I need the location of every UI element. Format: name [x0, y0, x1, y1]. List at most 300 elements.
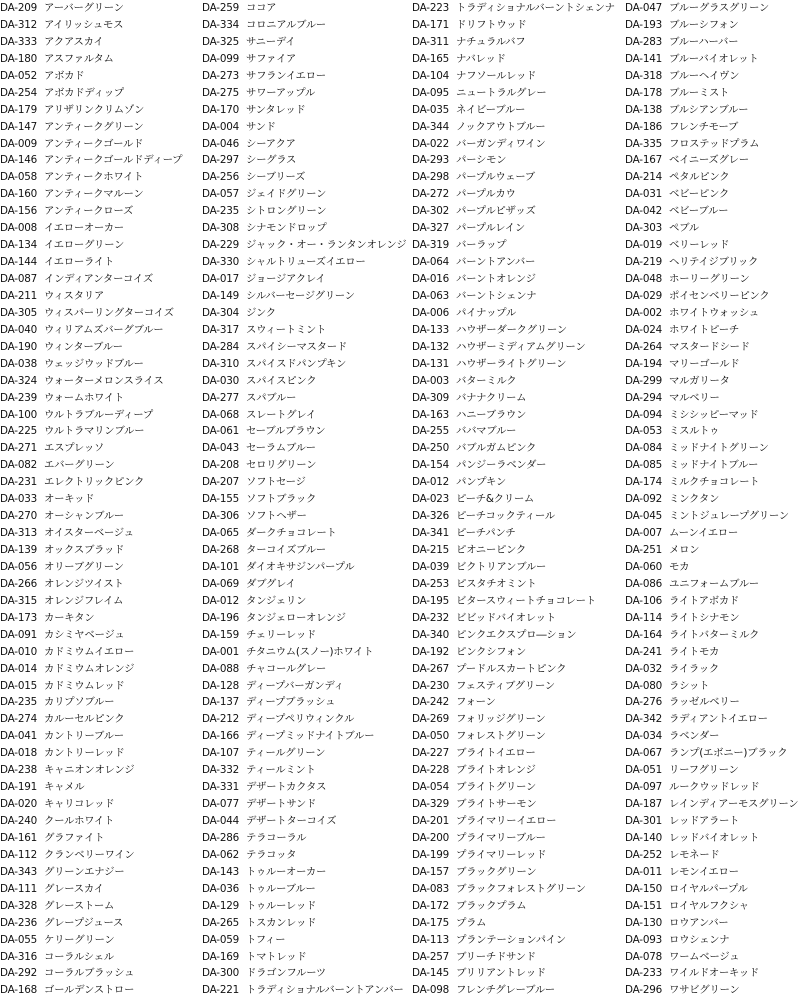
color-name: ミルクチョコレート	[669, 476, 760, 489]
color-name: アンティークゴールド	[44, 137, 144, 150]
list-item	[0, 271, 202, 288]
list-item	[202, 982, 412, 999]
color-name: ピーチ&クリーム	[456, 493, 535, 506]
color-code: DA-277	[202, 391, 240, 404]
color-code: DA-150	[625, 882, 663, 895]
color-code: DA-143	[202, 865, 240, 878]
color-name: パーシモン	[456, 154, 507, 167]
color-name: ワイルドオーキッド	[669, 967, 759, 980]
color-name: レインディアーモスグリーン	[669, 798, 798, 811]
list-item	[412, 390, 625, 407]
color-code: DA-340	[412, 628, 450, 641]
list-item	[625, 847, 782, 864]
color-code: DA-298	[412, 171, 450, 184]
color-name: コロニアルブルー	[246, 18, 326, 31]
list-item	[202, 474, 412, 491]
list-item	[0, 474, 202, 491]
color-code: DA-199	[412, 848, 450, 861]
list-item	[625, 119, 782, 136]
color-name: レモネード	[669, 848, 720, 861]
list-item	[412, 542, 625, 559]
list-item	[0, 830, 202, 847]
color-name: リーフグリーン	[669, 764, 739, 777]
color-name: オレンジフレイム	[44, 594, 124, 607]
color-code: DA-195	[412, 594, 450, 607]
color-name: ジョージアクレイ	[246, 273, 326, 285]
color-code: DA-092	[625, 493, 663, 506]
color-name: ウォームホワイト	[44, 391, 124, 404]
color-name: ソフトヘザー	[246, 510, 307, 523]
list-item	[0, 390, 202, 407]
color-code: DA-167	[625, 154, 663, 167]
color-code: DA-031	[625, 188, 663, 201]
list-item	[625, 203, 782, 220]
color-code: DA-193	[625, 18, 663, 31]
color-name: ビクトリアンブルー	[456, 560, 546, 573]
list-column-4	[625, 0, 798, 1000]
list-item	[412, 644, 625, 661]
list-item	[202, 881, 412, 898]
list-item	[0, 644, 202, 661]
color-code: DA-078	[625, 950, 663, 963]
list-item	[625, 881, 782, 898]
list-item	[412, 305, 625, 322]
color-name: ダイオキサジンパープル	[246, 560, 355, 573]
color-name: アンティークマルーン	[44, 188, 144, 201]
color-name: プラム	[456, 916, 487, 929]
color-name: キャリコレッド	[44, 798, 115, 811]
color-code: DA-178	[625, 86, 663, 99]
color-name: プードルスカートピンク	[456, 662, 567, 675]
list-item	[412, 271, 625, 288]
list-item	[625, 508, 789, 525]
color-code: DA-230	[412, 679, 450, 692]
list-item	[202, 254, 412, 271]
color-name: ターコイズブルー	[246, 544, 326, 556]
color-code: DA-311	[412, 35, 450, 48]
list-item	[202, 169, 412, 186]
color-code: DA-309	[412, 391, 450, 404]
color-code: DA-164	[625, 628, 663, 641]
color-name: バーガンディワイン	[456, 137, 546, 150]
color-code: DA-255	[412, 425, 450, 438]
color-code: DA-050	[412, 730, 450, 743]
list-item	[412, 440, 625, 457]
list-item	[412, 220, 625, 237]
color-code: DA-044	[202, 815, 240, 827]
color-name: ルークウッドレッド	[669, 781, 760, 794]
color-code: DA-069	[202, 577, 240, 590]
list-item	[202, 17, 412, 34]
list-item	[202, 85, 412, 102]
list-item	[625, 17, 782, 34]
color-name: ブライトグリーン	[456, 781, 536, 794]
color-code: DA-326	[412, 510, 450, 523]
list-item	[0, 847, 202, 864]
color-name: カドミウムレッド	[44, 679, 125, 692]
color-name: サファイア	[246, 52, 296, 65]
list-item	[412, 508, 625, 525]
color-code: DA-200	[412, 831, 450, 844]
list-item	[412, 779, 625, 796]
color-name: マスタードシード	[669, 340, 750, 353]
color-code: DA-068	[202, 408, 240, 421]
list-item	[412, 17, 625, 34]
color-name: ブラックプラム	[456, 899, 527, 912]
color-name: アイリッシュモス	[44, 18, 124, 31]
color-code: DA-194	[625, 357, 663, 370]
color-code: DA-174	[625, 476, 663, 489]
color-code: DA-302	[412, 205, 450, 218]
color-name: プライマリーイエロー	[456, 815, 557, 827]
color-name: レッドバイオレット	[669, 831, 760, 844]
list-item	[0, 440, 202, 457]
color-name: テラコッタ	[246, 848, 297, 861]
color-name: ブルーハーバー	[669, 35, 739, 48]
list-item	[202, 68, 412, 85]
color-code: DA-101	[202, 560, 240, 573]
color-code: DA-144	[0, 256, 38, 269]
color-name: キャニオンオレンジ	[44, 764, 135, 777]
color-name: ヘリテイジブリック	[669, 256, 759, 269]
list-item	[412, 254, 625, 271]
list-column-1	[0, 0, 202, 1000]
color-code: DA-016	[412, 273, 450, 285]
color-code: DA-159	[202, 628, 240, 641]
list-item	[625, 661, 782, 678]
color-code: DA-001	[202, 645, 240, 658]
list-item	[0, 779, 202, 796]
color-name: ディープブラッシュ	[246, 696, 336, 709]
color-name: シーグラス	[246, 154, 297, 167]
list-item	[0, 0, 202, 17]
color-name: ライトアボカド	[669, 594, 740, 607]
color-code: DA-014	[0, 662, 38, 675]
color-name: デザートターコイズ	[246, 815, 337, 827]
list-item	[412, 965, 625, 982]
list-item	[412, 694, 625, 711]
color-code: DA-172	[412, 899, 450, 912]
color-name: コーラルブラッシュ	[44, 967, 135, 980]
color-code: DA-334	[202, 18, 240, 31]
list-item	[0, 203, 202, 220]
color-code: DA-041	[0, 730, 38, 743]
list-item	[202, 119, 412, 136]
list-item	[0, 68, 202, 85]
list-item	[202, 678, 412, 695]
list-item	[625, 678, 782, 695]
color-name: テラコーラル	[246, 831, 307, 844]
list-item	[0, 559, 202, 576]
color-code: DA-257	[412, 950, 450, 963]
color-code: DA-057	[202, 188, 240, 201]
list-item	[625, 813, 782, 830]
list-item	[412, 152, 625, 169]
color-name: バーラップ	[456, 239, 507, 252]
color-code: DA-137	[202, 696, 240, 709]
color-code: DA-155	[202, 493, 240, 506]
color-name: オーキッド	[44, 493, 95, 506]
color-name: パープルウェーブ	[456, 171, 535, 184]
color-code: DA-113	[412, 933, 450, 946]
list-item	[625, 745, 788, 762]
color-code: DA-002	[625, 306, 663, 319]
color-name: イエローオーカー	[44, 222, 124, 235]
color-code: DA-064	[412, 256, 450, 269]
color-name: スウィートミント	[246, 323, 327, 336]
color-code: DA-192	[412, 645, 450, 658]
color-name: サンタレッド	[246, 103, 306, 116]
color-name: ユニフォームブルー	[669, 577, 759, 590]
list-item	[202, 339, 412, 356]
color-name: ブラックグリーン	[456, 865, 537, 878]
color-code: DA-324	[0, 374, 38, 387]
list-item	[625, 356, 782, 373]
color-name: パープルレイン	[456, 222, 525, 235]
color-code: DA-032	[625, 662, 663, 675]
color-name: シーブリーズ	[246, 171, 306, 184]
list-item	[625, 576, 782, 593]
color-name: ブライトイエロー	[456, 747, 536, 760]
list-item	[0, 881, 202, 898]
color-code: DA-299	[625, 374, 663, 387]
color-code: DA-019	[625, 239, 663, 252]
list-item	[202, 152, 412, 169]
color-name: レッドアラート	[669, 815, 740, 827]
list-item	[625, 915, 782, 932]
list-item	[202, 847, 412, 864]
color-code: DA-097	[625, 781, 663, 794]
color-code: DA-160	[0, 188, 38, 201]
list-item	[202, 830, 412, 847]
list-item	[412, 186, 625, 203]
color-name: ニュートラルグレー	[456, 86, 547, 99]
list-item	[202, 576, 412, 593]
color-code: DA-254	[0, 86, 38, 99]
list-item	[0, 220, 202, 237]
color-name: ロイヤルフクシャ	[669, 899, 749, 912]
color-code: DA-275	[202, 86, 240, 99]
color-name: チャコールグレー	[246, 662, 326, 675]
list-item	[202, 491, 412, 508]
color-name: トスカンレッド	[246, 916, 317, 929]
color-code: DA-187	[625, 798, 663, 811]
list-item	[412, 728, 625, 745]
color-code: DA-077	[202, 798, 240, 811]
color-name: ナフソールレッド	[456, 69, 537, 82]
color-code: DA-051	[625, 764, 663, 777]
color-name: チェリーレッド	[246, 628, 317, 641]
color-name: ディープミッドナイトブルー	[246, 730, 375, 743]
color-code: DA-293	[412, 154, 450, 167]
color-code: DA-055	[0, 933, 38, 946]
list-item	[202, 51, 412, 68]
color-code: DA-180	[0, 52, 38, 65]
color-code: DA-087	[0, 273, 38, 285]
color-code: DA-015	[0, 679, 38, 692]
color-name: ピーチパンチ	[456, 527, 516, 540]
color-name: デザートサンド	[246, 798, 317, 811]
color-name: ミンクタン	[669, 493, 720, 506]
color-code: DA-272	[412, 188, 450, 201]
list-item	[0, 982, 202, 999]
color-name: ライラック	[669, 662, 719, 675]
color-name: マルガリータ	[669, 374, 730, 387]
color-name: ソフトブラック	[246, 493, 317, 506]
list-item	[0, 949, 202, 966]
color-code: DA-093	[625, 933, 663, 946]
list-item	[202, 762, 412, 779]
color-name: ココア	[246, 2, 277, 14]
color-code: DA-023	[412, 493, 450, 506]
color-code: DA-301	[625, 815, 663, 827]
color-code: DA-166	[202, 730, 240, 743]
list-item	[625, 542, 782, 559]
list-item	[412, 407, 625, 424]
color-code: DA-343	[0, 865, 38, 878]
color-name: トゥルーレッド	[246, 899, 317, 912]
color-name: ライトバターミルク	[669, 628, 760, 641]
color-code: DA-276	[625, 696, 663, 709]
color-code: DA-161	[0, 831, 38, 844]
color-code: DA-294	[625, 391, 663, 404]
color-name: ケリーグリーン	[44, 933, 115, 946]
color-code: DA-252	[625, 848, 663, 861]
list-item	[202, 813, 412, 830]
list-item	[625, 68, 782, 85]
color-name: ナバレッド	[456, 52, 506, 65]
color-name: ウィスタリア	[44, 289, 104, 302]
color-name: ブルーバイオレット	[669, 52, 759, 65]
color-code: DA-067	[625, 747, 663, 760]
color-code: DA-266	[0, 577, 38, 590]
color-name: マリーゴールド	[669, 357, 740, 370]
list-item	[0, 627, 202, 644]
color-code: DA-303	[625, 222, 663, 235]
list-item	[202, 186, 412, 203]
color-name: ピンクシフォン	[456, 645, 526, 658]
color-code: DA-048	[625, 273, 663, 285]
color-code: DA-157	[412, 865, 450, 878]
color-code: DA-329	[412, 798, 450, 811]
color-code: DA-012	[202, 594, 240, 607]
color-name: オイスターベージュ	[44, 527, 134, 540]
color-code: DA-241	[625, 645, 663, 658]
color-name: シナモンドロップ	[246, 222, 327, 235]
color-name: ロウアンバー	[669, 916, 729, 929]
list-item	[412, 237, 625, 254]
color-code: DA-008	[0, 222, 38, 235]
color-name: カリプソブルー	[44, 696, 115, 709]
color-code: DA-250	[412, 442, 450, 455]
color-code: DA-094	[625, 408, 663, 421]
color-name: ミッドナイトブルー	[669, 459, 759, 472]
list-item	[412, 68, 625, 85]
color-code: DA-030	[202, 374, 240, 387]
list-item	[0, 542, 202, 559]
color-name: ブルーヘイヴン	[669, 69, 740, 82]
list-column-2	[202, 0, 412, 1000]
color-code: DA-018	[0, 747, 38, 760]
list-item	[202, 644, 412, 661]
color-name: プランテーションパイン	[456, 933, 566, 946]
list-item	[412, 864, 625, 881]
color-name: カルーセルピンク	[44, 713, 125, 726]
color-name: スパブルー	[246, 391, 297, 404]
color-name: バブルガムピンク	[456, 442, 537, 455]
color-name: ホワイトピーチ	[669, 323, 739, 336]
list-item	[412, 119, 625, 136]
color-name: サニーデイ	[246, 35, 296, 48]
color-code: DA-095	[412, 86, 450, 99]
color-name: ブルーミスト	[669, 86, 730, 99]
list-item	[202, 440, 412, 457]
list-item	[202, 932, 412, 949]
color-name: ノックアウトブルー	[456, 120, 546, 133]
color-code: DA-304	[202, 306, 240, 319]
color-code: DA-344	[412, 120, 450, 133]
list-item	[202, 390, 412, 407]
list-item	[0, 610, 202, 627]
color-code: DA-012	[412, 476, 450, 489]
color-code: DA-086	[625, 577, 663, 590]
color-name: セーラムブルー	[246, 442, 316, 455]
color-code: DA-342	[625, 713, 663, 726]
color-code: DA-235	[202, 205, 240, 218]
color-code: DA-341	[412, 527, 450, 540]
color-code: DA-209	[0, 2, 38, 14]
color-code: DA-149	[202, 289, 240, 302]
list-item	[202, 915, 412, 932]
list-item	[0, 339, 202, 356]
list-item	[412, 491, 625, 508]
color-code: DA-043	[202, 442, 240, 455]
color-name: ピーチコックティール	[456, 510, 555, 523]
color-name: スパイシーマスタード	[246, 340, 347, 353]
list-item	[202, 203, 412, 220]
color-name: カドミウムオレンジ	[44, 662, 135, 675]
color-code: DA-133	[412, 323, 450, 336]
color-name: ネイビーブルー	[456, 103, 526, 116]
list-item	[0, 102, 202, 119]
list-item	[0, 237, 202, 254]
color-code: DA-010	[0, 645, 38, 658]
list-item	[412, 0, 625, 17]
color-code: DA-270	[0, 510, 38, 523]
color-code: DA-024	[625, 323, 663, 336]
color-code: DA-128	[202, 679, 240, 692]
list-item	[202, 593, 412, 610]
list-item	[625, 593, 782, 610]
color-name: ワームベージュ	[669, 950, 740, 963]
color-name: ブライトオレンジ	[456, 764, 536, 777]
color-code: DA-169	[202, 950, 240, 963]
color-code: DA-292	[0, 967, 38, 980]
color-name: ブリリアントレッド	[456, 967, 546, 980]
list-item	[0, 508, 202, 525]
list-item	[202, 237, 412, 254]
color-name: ディープバーガンディ	[246, 679, 344, 692]
color-name: サフランイエロー	[246, 69, 326, 82]
color-name: オックスブラッド	[44, 544, 125, 556]
color-name: アボカドディップ	[44, 86, 124, 99]
color-name: ハウザーライトグリーン	[456, 357, 567, 370]
color-code: DA-305	[0, 306, 38, 319]
color-name: ベビーブルー	[669, 205, 729, 218]
color-code: DA-268	[202, 544, 240, 556]
color-code: DA-223	[412, 2, 450, 14]
color-code: DA-175	[412, 916, 450, 929]
